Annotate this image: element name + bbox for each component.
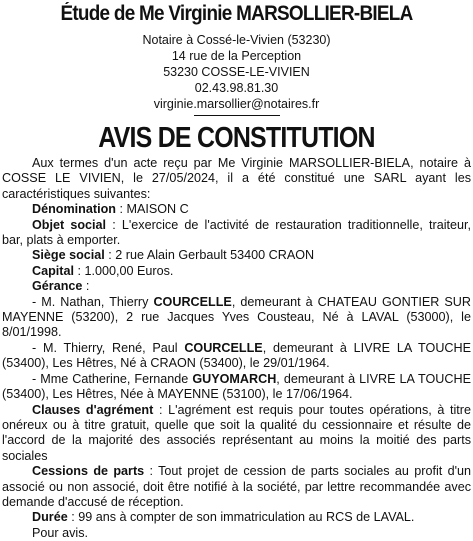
intro-paragraph bbox=[2, 156, 471, 202]
siege-label: Siège social bbox=[32, 248, 105, 263]
notary-email: virginie.marsollier@notaires.fr bbox=[153, 97, 320, 111]
notice-title: AVIS DE CONSTITUTION bbox=[98, 122, 375, 154]
closing-text: Pour avis. bbox=[32, 525, 88, 540]
duree-line bbox=[2, 510, 471, 525]
denomination-value: : MAISON C bbox=[115, 202, 189, 217]
objet-paragraph bbox=[2, 218, 471, 249]
manager-3-details: , demeurant à LIVRE LA TOUCHE (53400), Les Hêtres, Née à MAYENNE (53100), le 17/06/1964. bbox=[2, 371, 471, 402]
duree-value: : 99 ans à compter de son immatriculation au RCS de LAVAL. bbox=[67, 510, 415, 525]
manager-3-surname: GUYOMARCH bbox=[192, 371, 277, 386]
denomination-label: Dénomination bbox=[32, 202, 116, 217]
capital-label: Capital bbox=[32, 263, 74, 278]
manager-3-prefix: - Mme Catherine, Fernande bbox=[32, 371, 193, 386]
manager-1-surname: COURCELLE bbox=[153, 294, 232, 309]
notary-address-line: Notaire à Cossé-le-Vivien (53230) bbox=[142, 33, 331, 47]
siege-line bbox=[2, 248, 471, 263]
cessions-label: Cessions de parts bbox=[32, 464, 145, 479]
objet-label: Objet social bbox=[32, 217, 107, 232]
denomination-line bbox=[2, 202, 471, 217]
clauses-value: : L'agrément est requis pour toutes opérations, à titre onéreux ou à titre gratuit, quelle que soit la qualité du cessionnaire et résulte de l'accord de la majorité des associés représentant au moins la moitié des parts sociales bbox=[2, 402, 471, 463]
cessions-paragraph bbox=[2, 464, 471, 510]
notary-street-line: 14 rue de la Perception bbox=[171, 49, 302, 63]
manager-2-paragraph bbox=[2, 341, 471, 372]
legal-notice-page bbox=[0, 2, 473, 540]
separator-rule bbox=[194, 115, 280, 116]
manager-3-paragraph bbox=[2, 372, 471, 403]
firm-name: Étude de Me Virginie MARSOLLIER-BIELA bbox=[60, 2, 413, 25]
gerance-line bbox=[2, 279, 471, 294]
notice-body bbox=[2, 156, 471, 541]
objet-value: : L'exercice de l'activité de restauration traditionnelle, traiteur, bar, plats à emporter. bbox=[2, 217, 472, 248]
clauses-paragraph bbox=[2, 403, 471, 465]
manager-2-prefix: - M. Thierry, René, Paul bbox=[32, 340, 185, 355]
manager-1-prefix: - M. Nathan, Thierry bbox=[32, 294, 154, 309]
notary-city-line: 53230 COSSE-LE-VIVIEN bbox=[163, 65, 310, 79]
closing-line bbox=[2, 526, 471, 541]
duree-label: Durée bbox=[32, 510, 68, 525]
capital-value: : 1.000,00 Euros. bbox=[74, 263, 174, 278]
siege-value: : 2 rue Alain Gerbault 53400 CRAON bbox=[104, 248, 315, 263]
notary-phone: 02.43.98.81.30 bbox=[194, 81, 279, 95]
notary-contact-block bbox=[2, 32, 471, 112]
manager-1-details: , demeurant à CHATEAU GONTIER SUR MAYENNE (53200), 2 rue Jacques Yves Cousteau, Né à LAVAL (53000), le 8/01/1998. bbox=[2, 294, 471, 340]
gerance-colon: : bbox=[82, 279, 90, 294]
manager-2-surname: COURCELLE bbox=[184, 340, 263, 355]
clauses-label: Clauses d'agrément bbox=[32, 402, 154, 417]
capital-line bbox=[2, 264, 471, 279]
manager-2-details: , demeurant à LIVRE LA TOUCHE (53400), Les Hêtres, Né à CRAON (53400), le 29/01/1964. bbox=[2, 340, 472, 371]
manager-1-paragraph bbox=[2, 295, 471, 341]
gerance-label: Gérance bbox=[32, 279, 83, 294]
cessions-value: : Tout projet de cession de parts sociales au profit d'un associé ou non associé, doit être notifié à la société, par lettre recommandée avec demande d'accusé de réception. bbox=[2, 464, 471, 509]
intro-text: Aux termes d'un acte reçu par Me Virginie MARSOLLIER-BIELA, notaire à COSSE LE VIVIEN, le 27/05/2024, il a été constitué une SARL ayant les caractéristiques suivantes: bbox=[2, 156, 471, 201]
